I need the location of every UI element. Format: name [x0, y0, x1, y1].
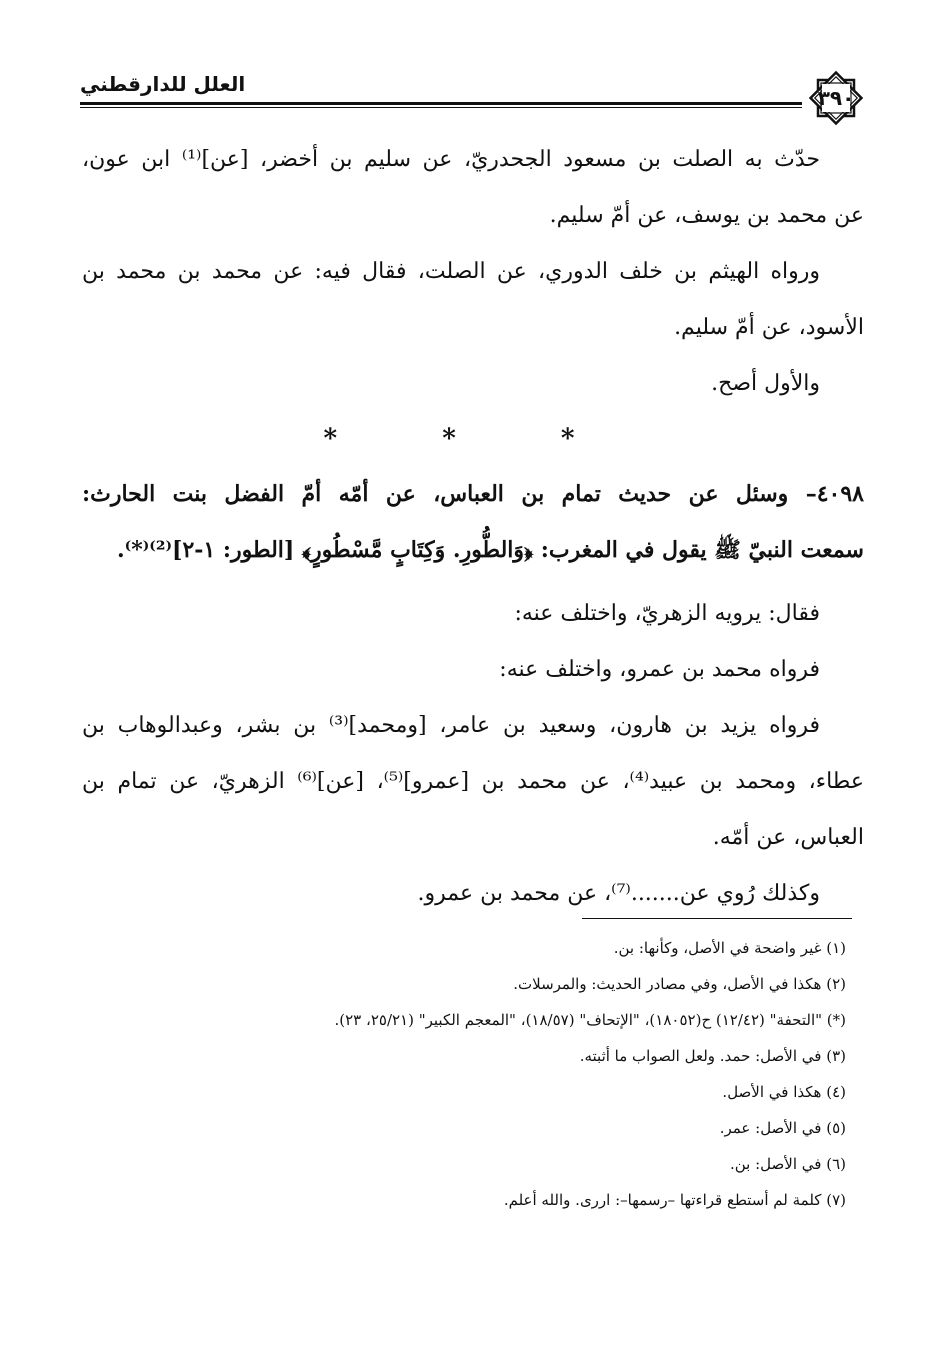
header-rule	[80, 102, 802, 105]
text-line: ورواه الهيثم بن خلف الدوري، عن الصلت، فقال فيه: عن محمد بن محمد بن	[82, 259, 820, 284]
page-number: ٣٩٠	[817, 86, 855, 110]
footnote: (٣) في الأصل: حمد. ولعل الصواب ما أثبته.	[579, 1047, 846, 1065]
text-line: الأسود، عن أمّ سليم.	[674, 315, 864, 340]
footnote: (٥) في الأصل: عمر.	[719, 1119, 846, 1137]
running-title: العلل للدارقطني	[80, 72, 246, 96]
footnote: (*) "التحفة" (١٢/٤٢) ح(١٨٠٥٢)، "الإتحاف" (١٨/٥٧)، "المعجم الكبير" (٢٥/٢١، ٢٣).	[334, 1011, 846, 1029]
entry-heading: سمعت النبيّ ﷺ يقول في المغرب: ﴿وَالطُّورِ. وَكِتَابٍ مَّسْطُورٍ﴾ [الطور: ١-٢]⁽²⁾⁽*⁾.	[117, 537, 864, 563]
text-line: وكذلك رُوي عن.......⁽⁷⁾، عن محمد بن عمرو.	[417, 881, 820, 906]
page-number-badge	[806, 68, 866, 128]
footnote: (١) غير واضحة في الأصل، وكأنها: بن.	[613, 939, 846, 957]
footnote: (٦) في الأصل: بن.	[730, 1155, 846, 1173]
section-separator: * * *	[323, 424, 623, 454]
text-line: فقال: يرويه الزهريّ، واختلف عنه:	[514, 601, 820, 626]
text-line: حدّث به الصلت بن مسعود الجحدريّ، عن سليم بن أخضر، [عن]⁽¹⁾ ابن عون،	[82, 147, 820, 172]
page-header	[80, 62, 866, 122]
text-line: عن محمد بن يوسف، عن أمّ سليم.	[549, 203, 864, 228]
text-line: العباس، عن أمّه.	[712, 825, 864, 850]
text-line: فرواه محمد بن عمرو، واختلف عنه:	[499, 657, 820, 682]
main-text	[82, 132, 864, 922]
entry-heading: ٤٠٩٨– وسئل عن حديث تمام بن العباس، عن أمّه أمّ الفضل بنت الحارث:	[82, 481, 864, 507]
text-line: والأول أصح.	[711, 371, 820, 396]
footnote: (٢) هكذا في الأصل، وفي مصادر الحديث: والمرسلات.	[513, 975, 846, 993]
footnotes	[82, 930, 846, 1218]
footnote-divider	[582, 918, 852, 919]
footnote: (٤) هكذا في الأصل.	[722, 1083, 846, 1101]
text-line: فرواه يزيد بن هارون، وسعيد بن عامر، [ومحمد]⁽³⁾ بن بشر، وعبدالوهاب بن	[82, 713, 820, 738]
footnote: (٧) كلمة لم أستطع قراءتها –رسمها–: اررى. والله أعلم.	[503, 1191, 846, 1209]
header-rule-thin	[80, 107, 802, 108]
text-line: عطاء، ومحمد بن عبيد⁽⁴⁾، عن محمد بن [عمرو]⁽⁵⁾، [عن]⁽⁶⁾ الزهريّ، عن تمام بن	[82, 769, 864, 794]
